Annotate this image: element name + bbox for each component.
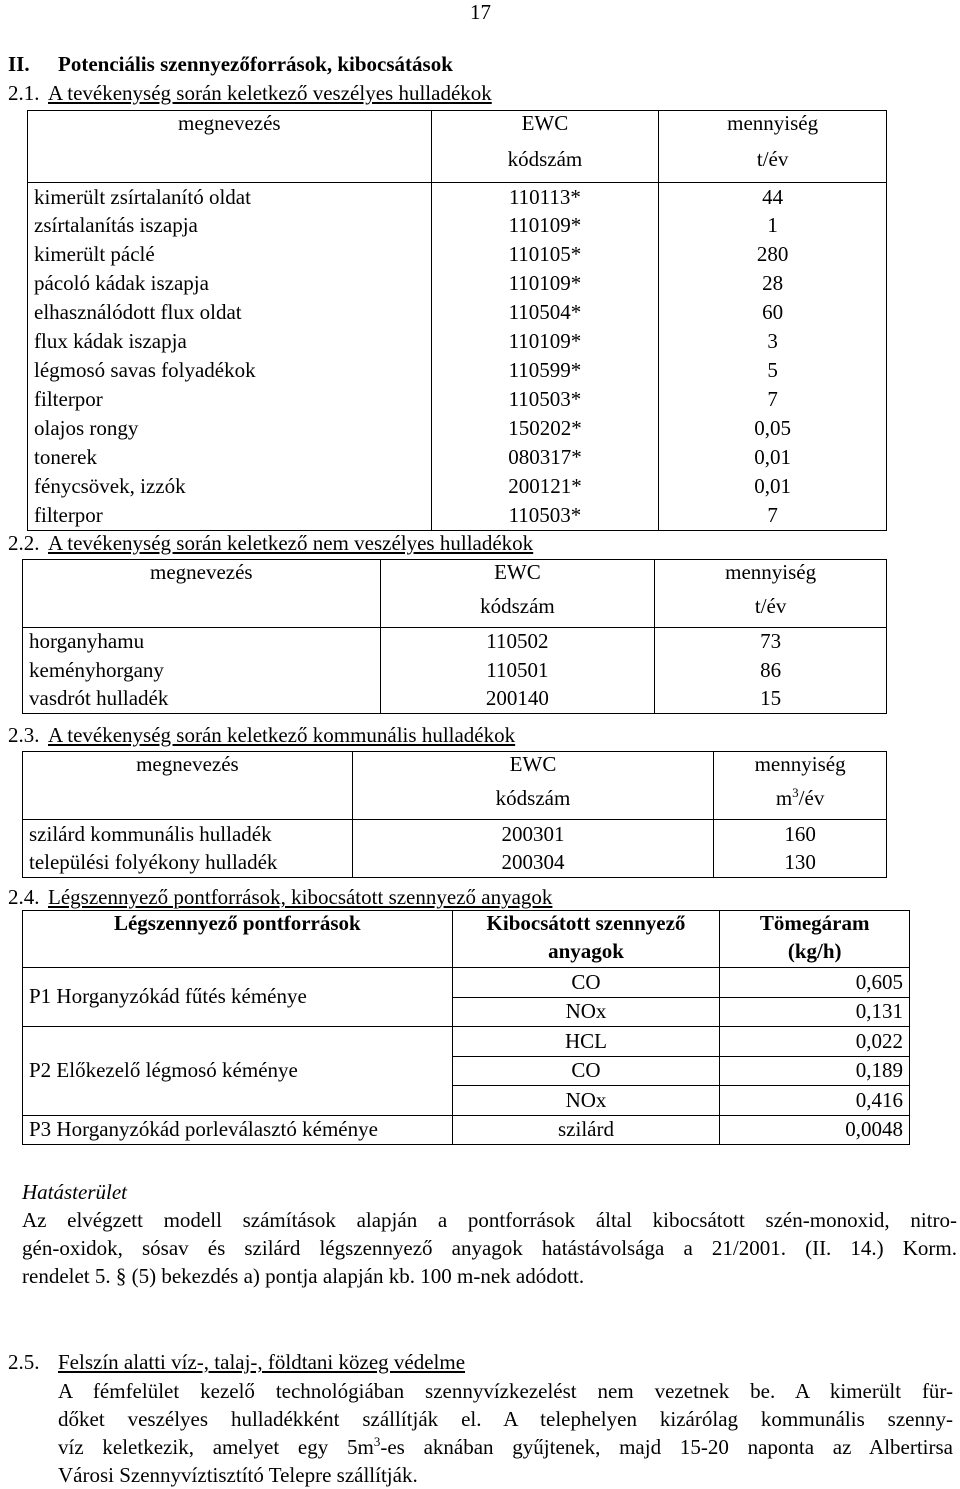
page-number: 17 — [470, 0, 491, 24]
header-mass-flow: Tömegáram — [720, 911, 910, 939]
section-2-4-title: Légszennyező pontforrások, kibocsátott szennyező anyagok — [48, 885, 553, 909]
impact-line-1: Az elvégzett modell számítások alapján a pontforrások által kibocsátott szén-monoxid, nitro- — [22, 1208, 957, 1232]
header-quantity-unit: t/év — [655, 594, 887, 628]
waste-name: pácoló kádak iszapja — [28, 270, 432, 299]
quantity: 0,01 — [659, 444, 887, 473]
header-quantity-unit: $m^3/év$ — [714, 786, 887, 820]
table-row — [23, 820, 887, 849]
waste-name: olajos rongy — [28, 415, 432, 444]
header-mass-flow-unit: (kg/h) — [720, 939, 910, 968]
header-ewc-code: kódszám — [352, 786, 713, 820]
ewc-code: 110105* — [431, 241, 659, 270]
table-row — [23, 968, 910, 998]
section-2-5-title: Felszín alatti víz-, talaj-, földtani közeg védelme — [58, 1350, 466, 1374]
quantity: 60 — [659, 299, 887, 328]
waste-name: települési folyékony hulladék — [23, 849, 353, 878]
quantity: 1 — [659, 212, 887, 241]
waste-name: szilárd kommunális hulladék — [23, 820, 353, 849]
quantity: 160 — [714, 820, 887, 849]
point-source: P3 Horganyzókád porleválasztó kéménye — [23, 1115, 453, 1145]
section-2-1-title: A tevékenység során keletkező veszélyes hulladékok — [48, 81, 492, 105]
table-row — [23, 1115, 910, 1145]
impact-line-3: rendelet 5. § (5) bekezdés a) pontja alapján kb. 100 m-nek adódott. — [22, 1264, 585, 1288]
header-quantity-unit: t/év — [659, 147, 887, 183]
header-pollutant: Kibocsátott szennyező — [452, 911, 720, 939]
section-2-2-title: A tevékenység során keletkező nem veszélyes hulladékok — [48, 531, 534, 555]
table-row — [28, 270, 887, 299]
table-row — [23, 656, 887, 685]
table-row — [28, 357, 887, 386]
ewc-code: 200140 — [380, 685, 655, 714]
header-ewc: EWC — [380, 560, 655, 594]
section-2-3-number: 2.3. — [8, 723, 40, 747]
section-2-2-number: 2.2. — [8, 531, 40, 555]
table-row — [28, 328, 887, 357]
section-2-1-number: 2.1. — [8, 81, 40, 105]
table-row — [28, 241, 887, 270]
ewc-code: 110504* — [431, 299, 659, 328]
table-row — [28, 299, 887, 328]
groundwater-line-1: A fémfelület kezelő technológiában szennyvízkezelést nem vezetnek be. A kimerült für- — [58, 1379, 953, 1403]
header-quantity: mennyiség — [655, 560, 887, 594]
header-quantity: mennyiség — [659, 111, 887, 147]
impact-heading: Hatásterület — [22, 1180, 127, 1204]
quantity: 73 — [655, 628, 887, 657]
quantity: 3 — [659, 328, 887, 357]
ewc-code: 110109* — [431, 328, 659, 357]
table-row — [23, 628, 887, 657]
table-row — [23, 685, 887, 714]
point-source: P1 Horganyzókád fűtés kéménye — [23, 968, 453, 1027]
pollutant: szilárd — [452, 1115, 720, 1145]
ewc-code: 110502 — [380, 628, 655, 657]
waste-name: flux kádak iszapja — [28, 328, 432, 357]
ewc-code: 200304 — [352, 849, 713, 878]
hazardous-waste-table — [27, 110, 887, 531]
waste-name: tonerek — [28, 444, 432, 473]
point-source: P2 Előkezelő légmosó kéménye — [23, 1027, 453, 1116]
nonhazardous-waste-table — [22, 559, 887, 714]
groundwater-paragraph — [58, 1377, 953, 1489]
table-row — [28, 415, 887, 444]
header-pollutant-line2: anyagok — [452, 939, 720, 968]
ewc-code: 110503* — [431, 386, 659, 415]
quantity: 44 — [659, 183, 887, 212]
header-quantity: mennyiség — [714, 752, 887, 786]
ewc-code: 110109* — [431, 270, 659, 299]
groundwater-line-3: víz keletkezik, amelyet egy $5m^3-es$ aknában gyűjtenek, majd 15-20 naponta az Albertirsa — [58, 1434, 953, 1459]
waste-name: elhasználódott flux oldat — [28, 299, 432, 328]
ewc-code: 200121* — [431, 473, 659, 502]
quantity: 28 — [659, 270, 887, 299]
pollutant: HCL — [452, 1027, 720, 1057]
groundwater-line-4: Városi Szennyvíztisztító Telepre szállítják. — [58, 1463, 418, 1487]
quantity: 280 — [659, 241, 887, 270]
groundwater-line-2: dőket veszélyes hulladékként szállítják el. A telephelyen kizárólag kommunális szenny- — [58, 1407, 953, 1431]
header-ewc-code: kódszám — [380, 594, 655, 628]
quantity: 7 — [659, 502, 887, 531]
pollutant: CO — [452, 1056, 720, 1086]
table-row — [28, 473, 887, 502]
ewc-code: 200301 — [352, 820, 713, 849]
table-row — [28, 444, 887, 473]
chapter-title: Potenciális szennyezőforrások, kibocsátások — [58, 52, 453, 76]
quantity: 0,01 — [659, 473, 887, 502]
table-row — [23, 849, 887, 878]
mass-flow: 0,022 — [720, 1027, 910, 1057]
impact-paragraph — [22, 1206, 957, 1290]
ewc-code: 110501 — [380, 656, 655, 685]
waste-name: horganyhamu — [23, 628, 381, 657]
pollutant: NOx — [452, 997, 720, 1027]
pollutant: CO — [452, 968, 720, 998]
ewc-code: 110599* — [431, 357, 659, 386]
section-2-3-title: A tevékenység során keletkező kommunális hulladékok — [48, 723, 516, 747]
waste-name: fénycsövek, izzók — [28, 473, 432, 502]
table-row — [28, 386, 887, 415]
quantity: 7 — [659, 386, 887, 415]
header-name: megnevezés — [28, 111, 432, 147]
waste-name: keményhorgany — [23, 656, 381, 685]
waste-name: vasdrót hulladék — [23, 685, 381, 714]
waste-name: filterpor — [28, 386, 432, 415]
waste-name: légmosó savas folyadékok — [28, 357, 432, 386]
waste-name: kimerült páclé — [28, 241, 432, 270]
municipal-waste-table — [22, 751, 887, 878]
header-ewc-code: kódszám — [431, 147, 659, 183]
waste-name: filterpor — [28, 502, 432, 531]
section-2-4-number: 2.4. — [8, 885, 40, 909]
quantity: 86 — [655, 656, 887, 685]
ewc-code: 110109* — [431, 212, 659, 241]
chapter-number: II. — [8, 52, 30, 76]
waste-name: zsírtalanítás iszapja — [28, 212, 432, 241]
quantity: 130 — [714, 849, 887, 878]
table-row — [28, 502, 887, 531]
ewc-code: 080317* — [431, 444, 659, 473]
table-row — [28, 212, 887, 241]
table-row — [28, 183, 887, 212]
mass-flow: 0,416 — [720, 1086, 910, 1116]
header-ewc: EWC — [431, 111, 659, 147]
ewc-code: 110503* — [431, 502, 659, 531]
header-ewc: EWC — [352, 752, 713, 786]
section-2-5-number: 2.5. — [8, 1350, 40, 1374]
mass-flow: 0,0048 — [720, 1115, 910, 1145]
header-source: Légszennyező pontforrások — [23, 911, 453, 939]
header-name: megnevezés — [23, 752, 353, 786]
quantity: 0,05 — [659, 415, 887, 444]
mass-flow: 0,131 — [720, 997, 910, 1027]
quantity: 15 — [655, 685, 887, 714]
mass-flow: 0,189 — [720, 1056, 910, 1086]
mass-flow: 0,605 — [720, 968, 910, 998]
quantity: 5 — [659, 357, 887, 386]
pollutant: NOx — [452, 1086, 720, 1116]
header-name: megnevezés — [23, 560, 381, 594]
impact-line-2: gén-oxidok, sósav és szilárd légszennyező anyagok hatástávolsága a 21/2001. (II. 14.) Korm. — [22, 1236, 957, 1260]
waste-name: kimerült zsírtalanító oldat — [28, 183, 432, 212]
ewc-code: 110113* — [431, 183, 659, 212]
table-row — [23, 1027, 910, 1057]
air-emission-table — [22, 910, 910, 1145]
ewc-code: 150202* — [431, 415, 659, 444]
